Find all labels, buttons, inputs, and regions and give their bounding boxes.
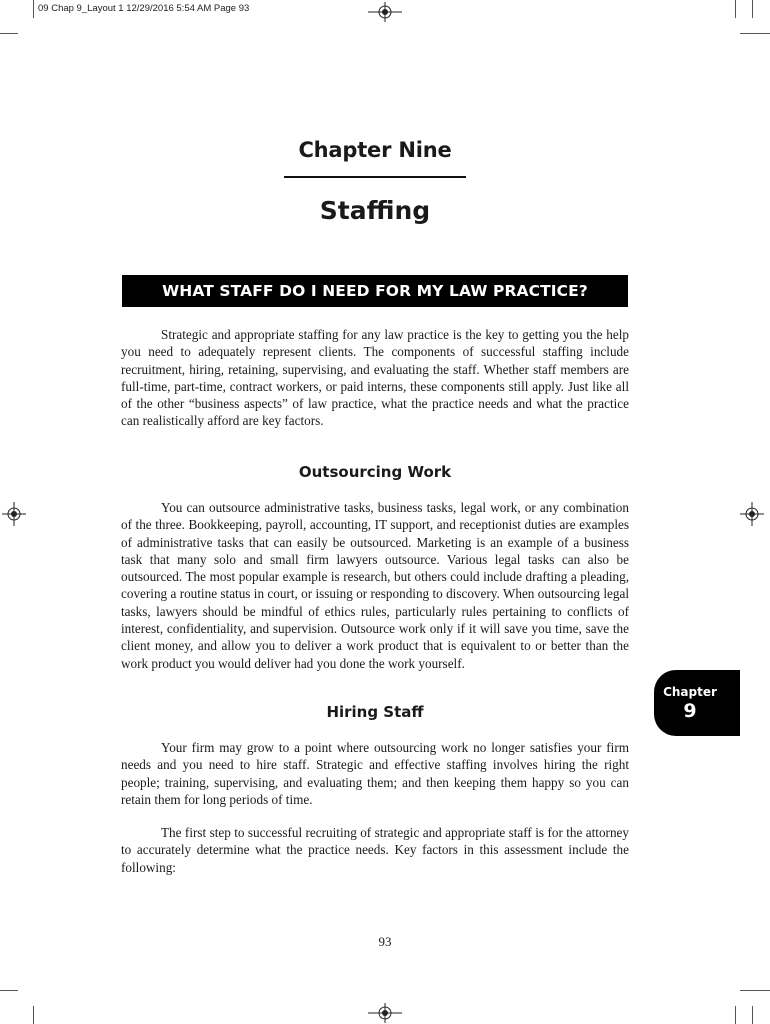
title-rule xyxy=(284,176,466,178)
registration-mark-icon xyxy=(368,2,402,22)
crop-mark-bottom-left xyxy=(0,990,18,991)
crop-mark-bottom-right xyxy=(752,1006,753,1024)
outsourcing-paragraph: You can outsource administrative tasks, business tasks, legal work, or any combination of the three. Bookkeeping, payroll, accounting, IT support, and receptionist duties are examples of administrative tasks that can easily be outsourced. Marketing is an example of a business task that many solo and small firm lawyers outsource. Various legal tasks can also be outsourced. The most popular example is research, but others could include drafting a pleading, covering a routine status in court, or issuing or responding to discovery. When outsourcing legal tasks, lawyers should be mindful of ethics rules, particularly rules pertaining to conflicts of interest, confidentiality, and supervision. Outsource work only if it will save you time, save the client money, and allow you to deliver a work product that is equivalent to or better than the work product you would deliver had you done the work yourself. xyxy=(121,500,629,671)
registration-mark-icon xyxy=(368,1003,402,1023)
crop-mark-top-left xyxy=(0,33,18,34)
crop-mark-bottom-left xyxy=(33,1006,34,1024)
section-banner: WHAT STAFF DO I NEED FOR MY LAW PRACTICE? xyxy=(122,275,628,307)
crop-mark-bottom-right xyxy=(740,990,770,991)
crop-mark-top-right xyxy=(740,33,770,34)
chapter-tab-number: 9 xyxy=(683,700,697,722)
hiring-paragraph: The first step to successful recruiting of strategic and appropriate staff is for the attorney to accurately determine what the practice needs. Key factors in this assessment include the following: xyxy=(121,825,629,875)
section-heading-hiring: Hiring Staff xyxy=(326,703,424,721)
crop-mark-bottom-right xyxy=(735,1006,736,1024)
page-title: Staffing xyxy=(319,196,431,225)
print-slug: 09 Chap 9_Layout 1 12/29/2016 5:54 AM Page 93 xyxy=(38,3,250,14)
crop-mark-top-right xyxy=(735,0,736,18)
registration-mark-icon xyxy=(740,502,764,526)
chapter-tab-label: Chapter xyxy=(663,685,717,699)
page-number: 93 xyxy=(378,934,392,949)
crop-mark-top-left xyxy=(33,0,34,18)
intro-paragraph: Strategic and appropriate staffing for any law practice is the key to getting you the help you need to adequately represent clients. The components of successful staffing include recruitment, hiring, retaining, supervising, and evaluating the staff. Whether staff members are full-time, part-time, contract workers, or paid interns, these components still apply. Just like all of the other “business aspects” of law practice, what the practice needs and what the practice can realistically afford are key factors. xyxy=(121,327,629,429)
section-heading-outsourcing: Outsourcing Work xyxy=(298,463,452,481)
chapter-label: Chapter Nine xyxy=(298,138,452,162)
crop-mark-top-right xyxy=(752,0,753,18)
hiring-paragraph: Your firm may grow to a point where outsourcing work no longer satisfies your firm needs and you need to hire staff. Strategic and effective staffing involves hiring the right people; training, supervising, and evaluating them; and then keeping them happy so you can retain them for long periods of time. xyxy=(121,740,629,807)
chapter-tab xyxy=(654,670,740,736)
registration-mark-icon xyxy=(2,502,26,526)
